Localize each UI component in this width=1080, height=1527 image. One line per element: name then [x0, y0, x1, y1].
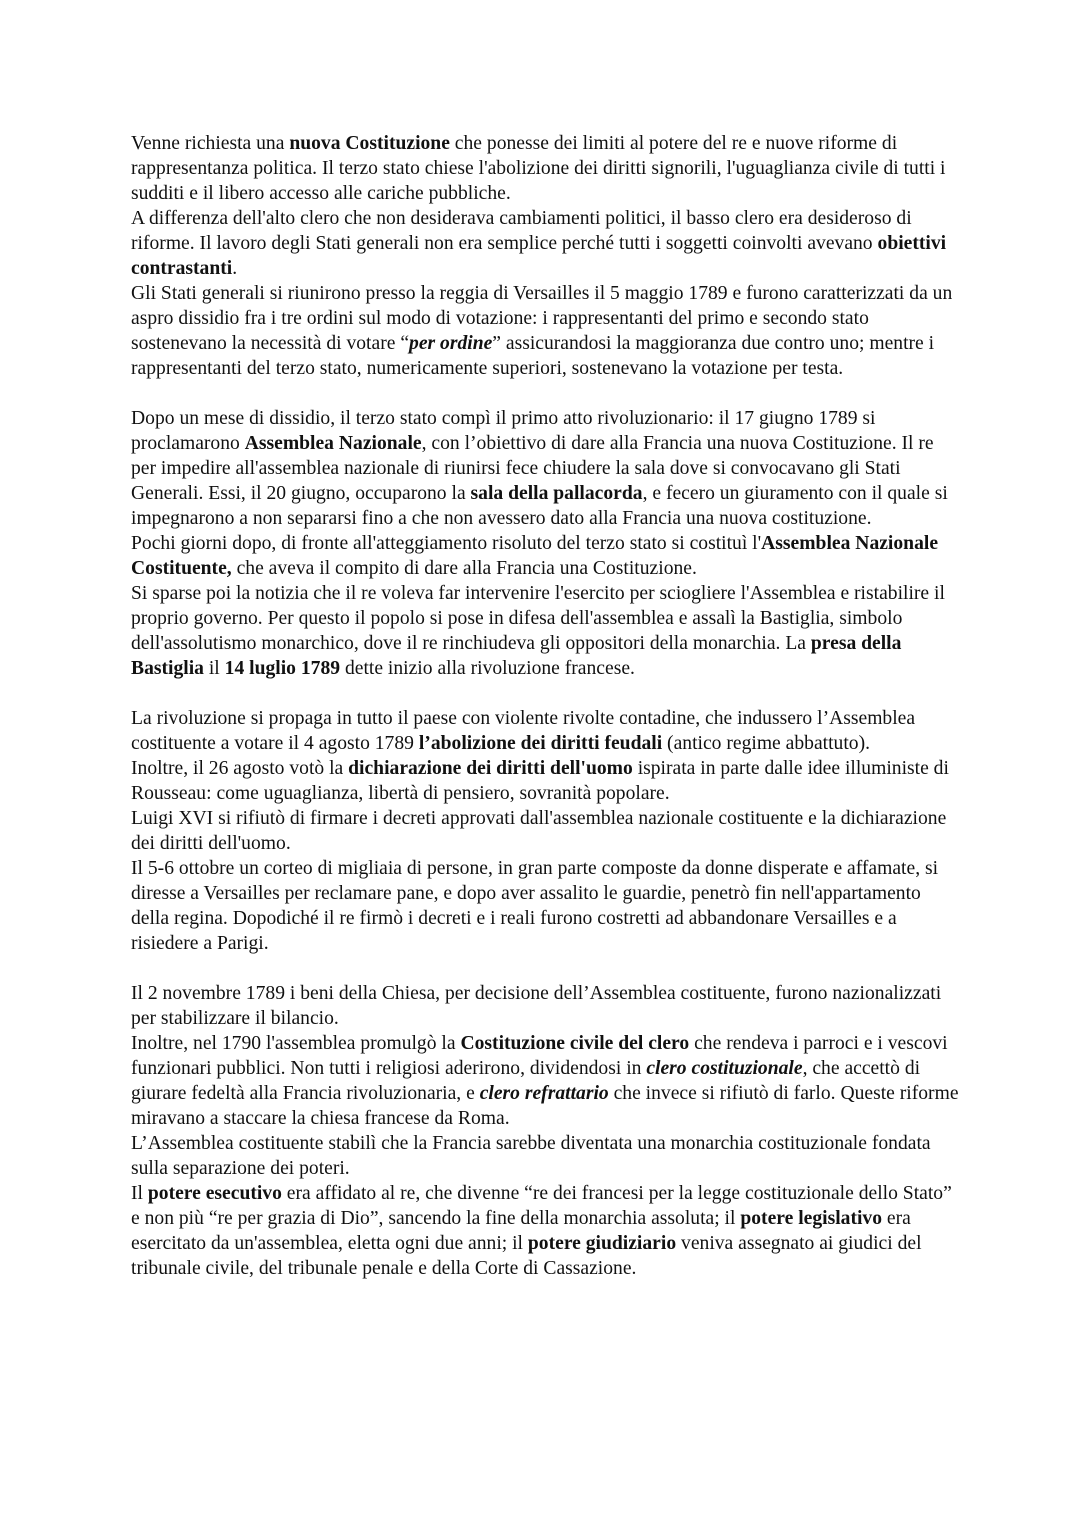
emphasis-bold: potere esecutivo: [147, 1183, 282, 1204]
paragraph: [131, 281, 961, 381]
text-run: veniva assegnato ai giudici del tribunale civile, del tribunale penale e della Corte di Cassazione.: [131, 1233, 922, 1279]
text-run: era esercitato da un'assemblea, eletta ogni due anni; il: [131, 1208, 911, 1254]
paragraph-spacer: [131, 956, 961, 981]
emphasis-bold-italic: clero costituzionale: [646, 1058, 803, 1079]
emphasis-bold: Assemblea Nazionale Costituente,: [131, 533, 939, 579]
emphasis-bold-italic: clero refrattario: [479, 1083, 609, 1104]
text-run: era affidato al re, che divenne “re dei francesi per la legge costituzionale dello Stato” e non più “re per grazia di Dio”, sancendo la fine della monarchia assoluta; il: [131, 1183, 952, 1229]
document-page: [131, 131, 961, 1281]
paragraph: [131, 581, 961, 681]
text-run: ispirata in parte dalle idee illuministe di Rousseau: come uguaglianza, libertà di pensiero, sovranità popolare.: [131, 758, 949, 804]
paragraph: [131, 981, 961, 1031]
text-run: Il: [131, 1183, 148, 1204]
paragraph: [131, 406, 961, 531]
paragraph: [131, 756, 961, 806]
text-run: il: [203, 658, 225, 679]
text-run: Dopo un mese di dissidio, il terzo stato compì il primo atto rivoluzionario: il 17 giugno 1789 si proclamarono: [131, 408, 876, 454]
emphasis-bold: dichiarazione dei diritti dell'uomo: [348, 758, 633, 779]
text-run: dette inizio alla rivoluzione francese.: [340, 658, 635, 679]
emphasis-bold: presa della Bastiglia: [131, 633, 902, 679]
text-run: Gli Stati generali si riunirono presso la reggia di Versailles il 5 maggio 1789 e furono caratterizzati da un aspro dissidio fra i tre ordini sul modo di votazione: i rappresentanti del primo e secondo stato sostenevano la necessità di votare “: [131, 283, 953, 354]
emphasis-bold: Costituzione civile del clero: [460, 1033, 690, 1054]
text-run: Inoltre, il 26 agosto votò la: [131, 758, 349, 779]
emphasis-bold: potere legislativo: [740, 1208, 883, 1229]
paragraph: [131, 806, 961, 856]
paragraph: [131, 206, 961, 281]
emphasis-bold: Assemblea Nazionale: [244, 433, 422, 454]
text-run: Pochi giorni dopo, di fronte all'atteggiamento risoluto del terzo stato si costituì l': [131, 533, 762, 554]
text-run: La rivoluzione si propaga in tutto il paese con violente rivolte contadine, che indussero l’Assemblea costituente a votare il 4 agosto 1789: [131, 708, 916, 754]
emphasis-bold: l’abolizione dei diritti feudali: [418, 733, 663, 754]
text-run: , che accettò di giurare fedeltà alla Francia rivoluzionaria, e: [131, 1058, 921, 1104]
emphasis-bold: potere giudiziario: [527, 1233, 677, 1254]
paragraph: [131, 1131, 961, 1181]
text-run: Il 2 novembre 1789 i beni della Chiesa, per decisione dell’Assemblea costituente, furono nazionalizzati per stabilizzare il bilancio.: [131, 983, 942, 1029]
text-run: , e fecero un giuramento con il quale si impegnarono a non separarsi fino a che non avessero dato alla Francia una nuova costituzione.: [131, 483, 948, 529]
emphasis-bold: obiettivi contrastanti: [131, 233, 947, 279]
emphasis-bold-italic: per ordine: [409, 333, 493, 354]
text-run: , con l’obiettivo di dare alla Francia una nuova Costituzione. Il re per impedire all'assemblea nazionale di riunirsi fece chiudere la sala dove si convocavano gli Stati Generali. Essi, il 20 giugno, occuparono la: [131, 433, 934, 504]
text-run: Venne richiesta una: [131, 133, 290, 154]
text-run: Inoltre, nel 1790 l'assemblea promulgò la: [131, 1033, 461, 1054]
text-run: che aveva il compito di dare alla Francia una Costituzione.: [231, 558, 697, 579]
text-run: Luigi XVI si rifiutò di firmare i decreti approvati dall'assemblea nazionale costituente e la dichiarazione dei diritti dell'uomo.: [131, 808, 947, 854]
text-run: .: [232, 258, 238, 279]
text-run: Si sparse poi la notizia che il re voleva far intervenire l'esercito per sciogliere l'Assemblea e ristabilire il proprio governo. Per questo il popolo si pose in difesa dell'assemblea e assalì la Bastiglia, simbolo dell'assolutismo monarchico, dove il re rinchiudeva gli oppositori della monarchia. La: [131, 583, 945, 654]
paragraph: [131, 531, 961, 581]
text-run: Il 5-6 ottobre un corteo di migliaia di persone, in gran parte composte da donne disperate e affamate, si diresse a Versailles per reclamare pane, e dopo aver assalito le guardie, penetrò fin nell'appartamento della regina. Dopodiché il re firmò i decreti e i reali furono costretti ad abbandonare Versailles e a risiedere a Parigi.: [131, 858, 939, 954]
text-run: L’Assemblea costituente stabilì che la Francia sarebbe diventata una monarchia costituzionale fondata sulla separazione dei poteri.: [131, 1133, 931, 1179]
text-run: ” assicurandosi la maggioranza due contro uno; mentre i rappresentanti del terzo stato, numericamente superiori, sostenevano la votazione per testa.: [131, 333, 935, 379]
paragraph: [131, 1181, 961, 1281]
paragraph-spacer: [131, 681, 961, 706]
paragraph: [131, 131, 961, 206]
paragraph: [131, 706, 961, 756]
text-run: che ponesse dei limiti al potere del re e nuove riforme di rappresentanza politica. Il terzo stato chiese l'abolizione dei diritti signorili, l'uguaglianza civile di tutti i sudditi e il libero accesso alle cariche pubbliche.: [131, 133, 946, 204]
text-run: che rendeva i parroci e i vescovi funzionari pubblici. Non tutti i religiosi aderirono, dividendosi in: [131, 1033, 948, 1079]
paragraph: [131, 856, 961, 956]
paragraph: [131, 1031, 961, 1131]
text-run: che invece si rifiutò di farlo. Queste riforme miravano a staccare la chiesa francese da Roma.: [131, 1083, 959, 1129]
paragraph-spacer: [131, 381, 961, 406]
emphasis-bold: sala della pallacorda: [470, 483, 643, 504]
emphasis-bold: nuova Costituzione: [289, 133, 450, 154]
emphasis-bold: 14 luglio 1789: [224, 658, 341, 679]
text-run: (antico regime abbattuto).: [662, 733, 870, 754]
text-run: A differenza dell'alto clero che non desiderava cambiamenti politici, il basso clero era desideroso di riforme. Il lavoro degli Stati generali non era semplice perché tutti i soggetti coinvolti avevano: [131, 208, 912, 254]
